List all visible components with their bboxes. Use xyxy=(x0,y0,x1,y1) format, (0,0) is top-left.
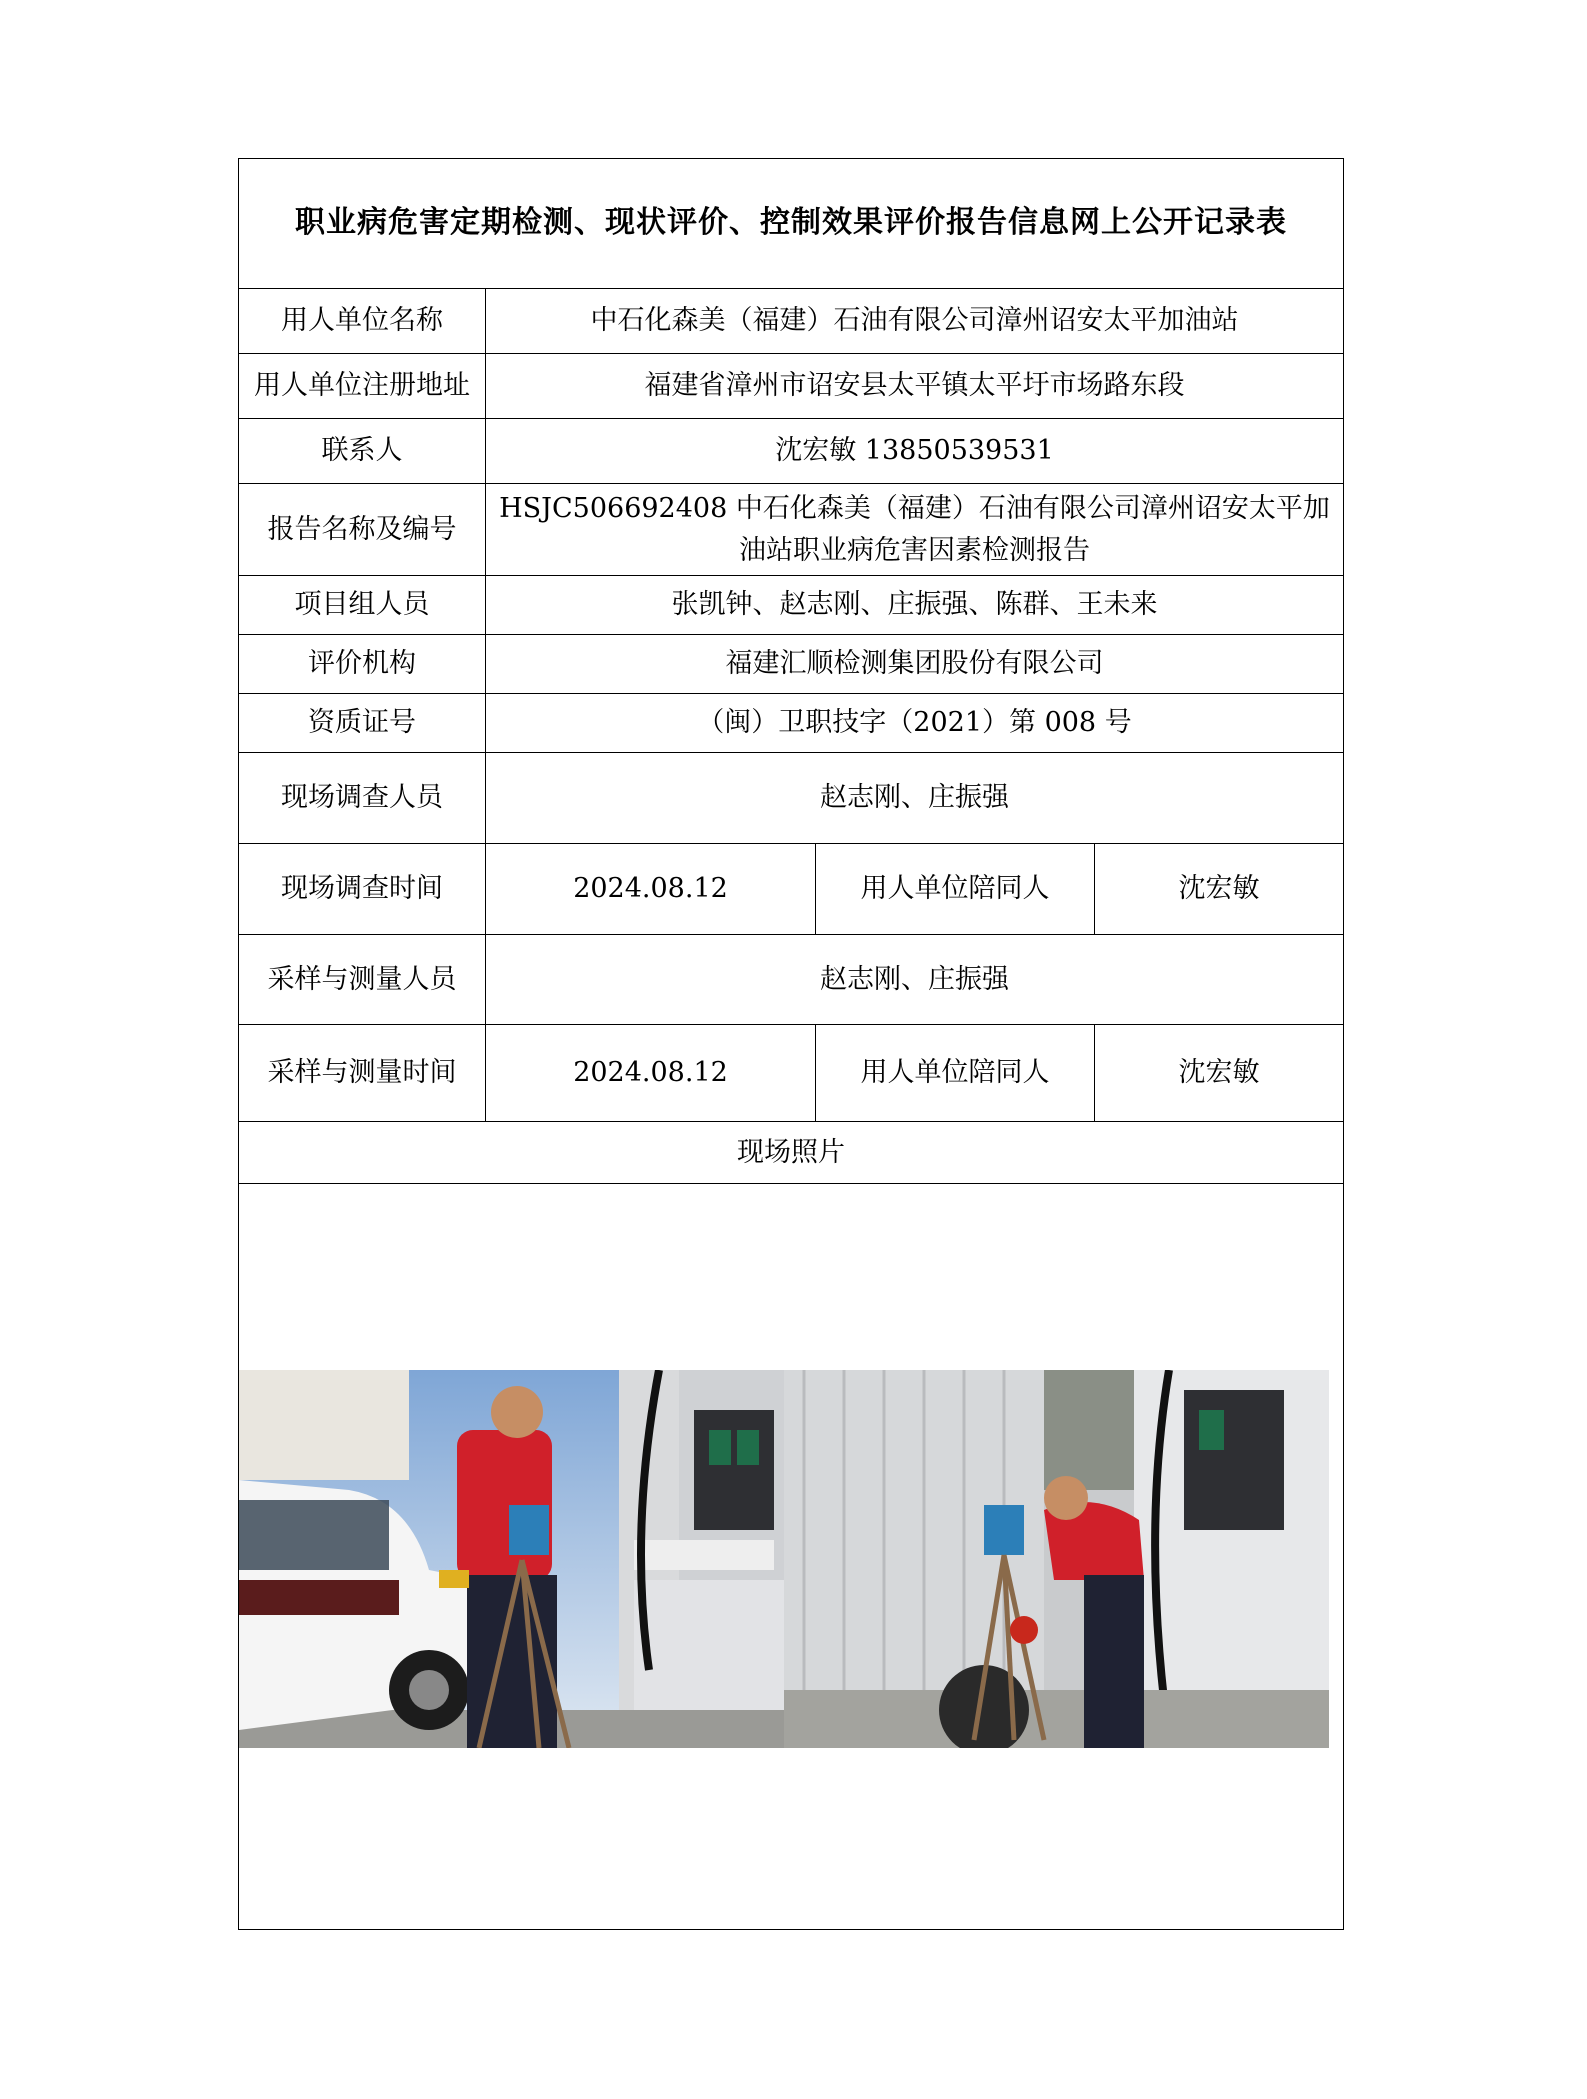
label-survey-companion: 用人单位陪同人 xyxy=(816,844,1095,934)
value-employer-name: 中石化森美（福建）石油有限公司漳州诏安太平加油站 xyxy=(590,305,1239,337)
row-survey-staff xyxy=(239,752,1343,843)
value-survey-companion: 沈宏敏 xyxy=(1178,873,1260,905)
label-survey-staff: 现场调查人员 xyxy=(239,753,486,843)
row-employer-name xyxy=(239,288,1343,353)
value-report: HSJC506692408 中石化森美（福建）石油有限公司漳州诏安太平加油站职业病危害因素检测报告 xyxy=(499,492,1330,566)
label-sampling-companion: 用人单位陪同人 xyxy=(816,1025,1095,1121)
value-sampling-date: 2024.08.12 xyxy=(486,1025,816,1121)
row-project-members xyxy=(239,575,1343,634)
label-evaluation-org: 评价机构 xyxy=(239,635,486,693)
value-sampling-companion: 沈宏敏 xyxy=(1178,1057,1260,1089)
label-sampling-time: 采样与测量时间 xyxy=(239,1025,486,1121)
photo-strip xyxy=(239,1370,1343,1748)
row-survey-time xyxy=(239,843,1343,934)
label-contact: 联系人 xyxy=(239,419,486,483)
row-employer-address xyxy=(239,353,1343,418)
label-project-members: 项目组人员 xyxy=(239,576,486,634)
label-qualification: 资质证号 xyxy=(239,694,486,752)
page-title: 职业病危害定期检测、现状评价、控制效果评价报告信息网上公开记录表 xyxy=(295,205,1287,241)
label-report: 报告名称及编号 xyxy=(239,484,486,575)
row-qualification xyxy=(239,693,1343,752)
value-qualification: （闽）卫职技字（2021）第 008 号 xyxy=(697,707,1132,739)
row-photos-header xyxy=(239,1121,1343,1183)
row-photos xyxy=(239,1183,1343,1929)
value-contact: 沈宏敏 13850539531 xyxy=(775,435,1054,467)
label-sampling-staff: 采样与测量人员 xyxy=(239,935,486,1024)
row-report xyxy=(239,483,1343,575)
label-employer-address: 用人单位注册地址 xyxy=(239,354,486,418)
value-survey-staff: 赵志刚、庄振强 xyxy=(820,782,1009,814)
row-contact xyxy=(239,418,1343,483)
label-photos: 现场照片 xyxy=(737,1136,845,1168)
value-survey-date: 2024.08.12 xyxy=(486,844,816,934)
row-sampling-staff xyxy=(239,934,1343,1024)
value-project-members: 张凯钟、赵志刚、庄振强、陈群、王未来 xyxy=(671,589,1158,621)
value-evaluation-org: 福建汇顺检测集团股份有限公司 xyxy=(725,648,1104,680)
label-employer-name: 用人单位名称 xyxy=(239,289,486,353)
site-photo-refuelling xyxy=(239,1370,784,1748)
label-survey-time: 现场调查时间 xyxy=(239,844,486,934)
row-evaluation-org xyxy=(239,634,1343,693)
record-table xyxy=(238,158,1344,1930)
row-sampling-time xyxy=(239,1024,1343,1121)
value-sampling-staff: 赵志刚、庄振强 xyxy=(820,963,1009,995)
value-employer-address: 福建省漳州市诏安县太平镇太平圩市场路东段 xyxy=(644,370,1185,402)
title-row xyxy=(239,159,1343,288)
site-photo-sampling xyxy=(784,1370,1329,1748)
